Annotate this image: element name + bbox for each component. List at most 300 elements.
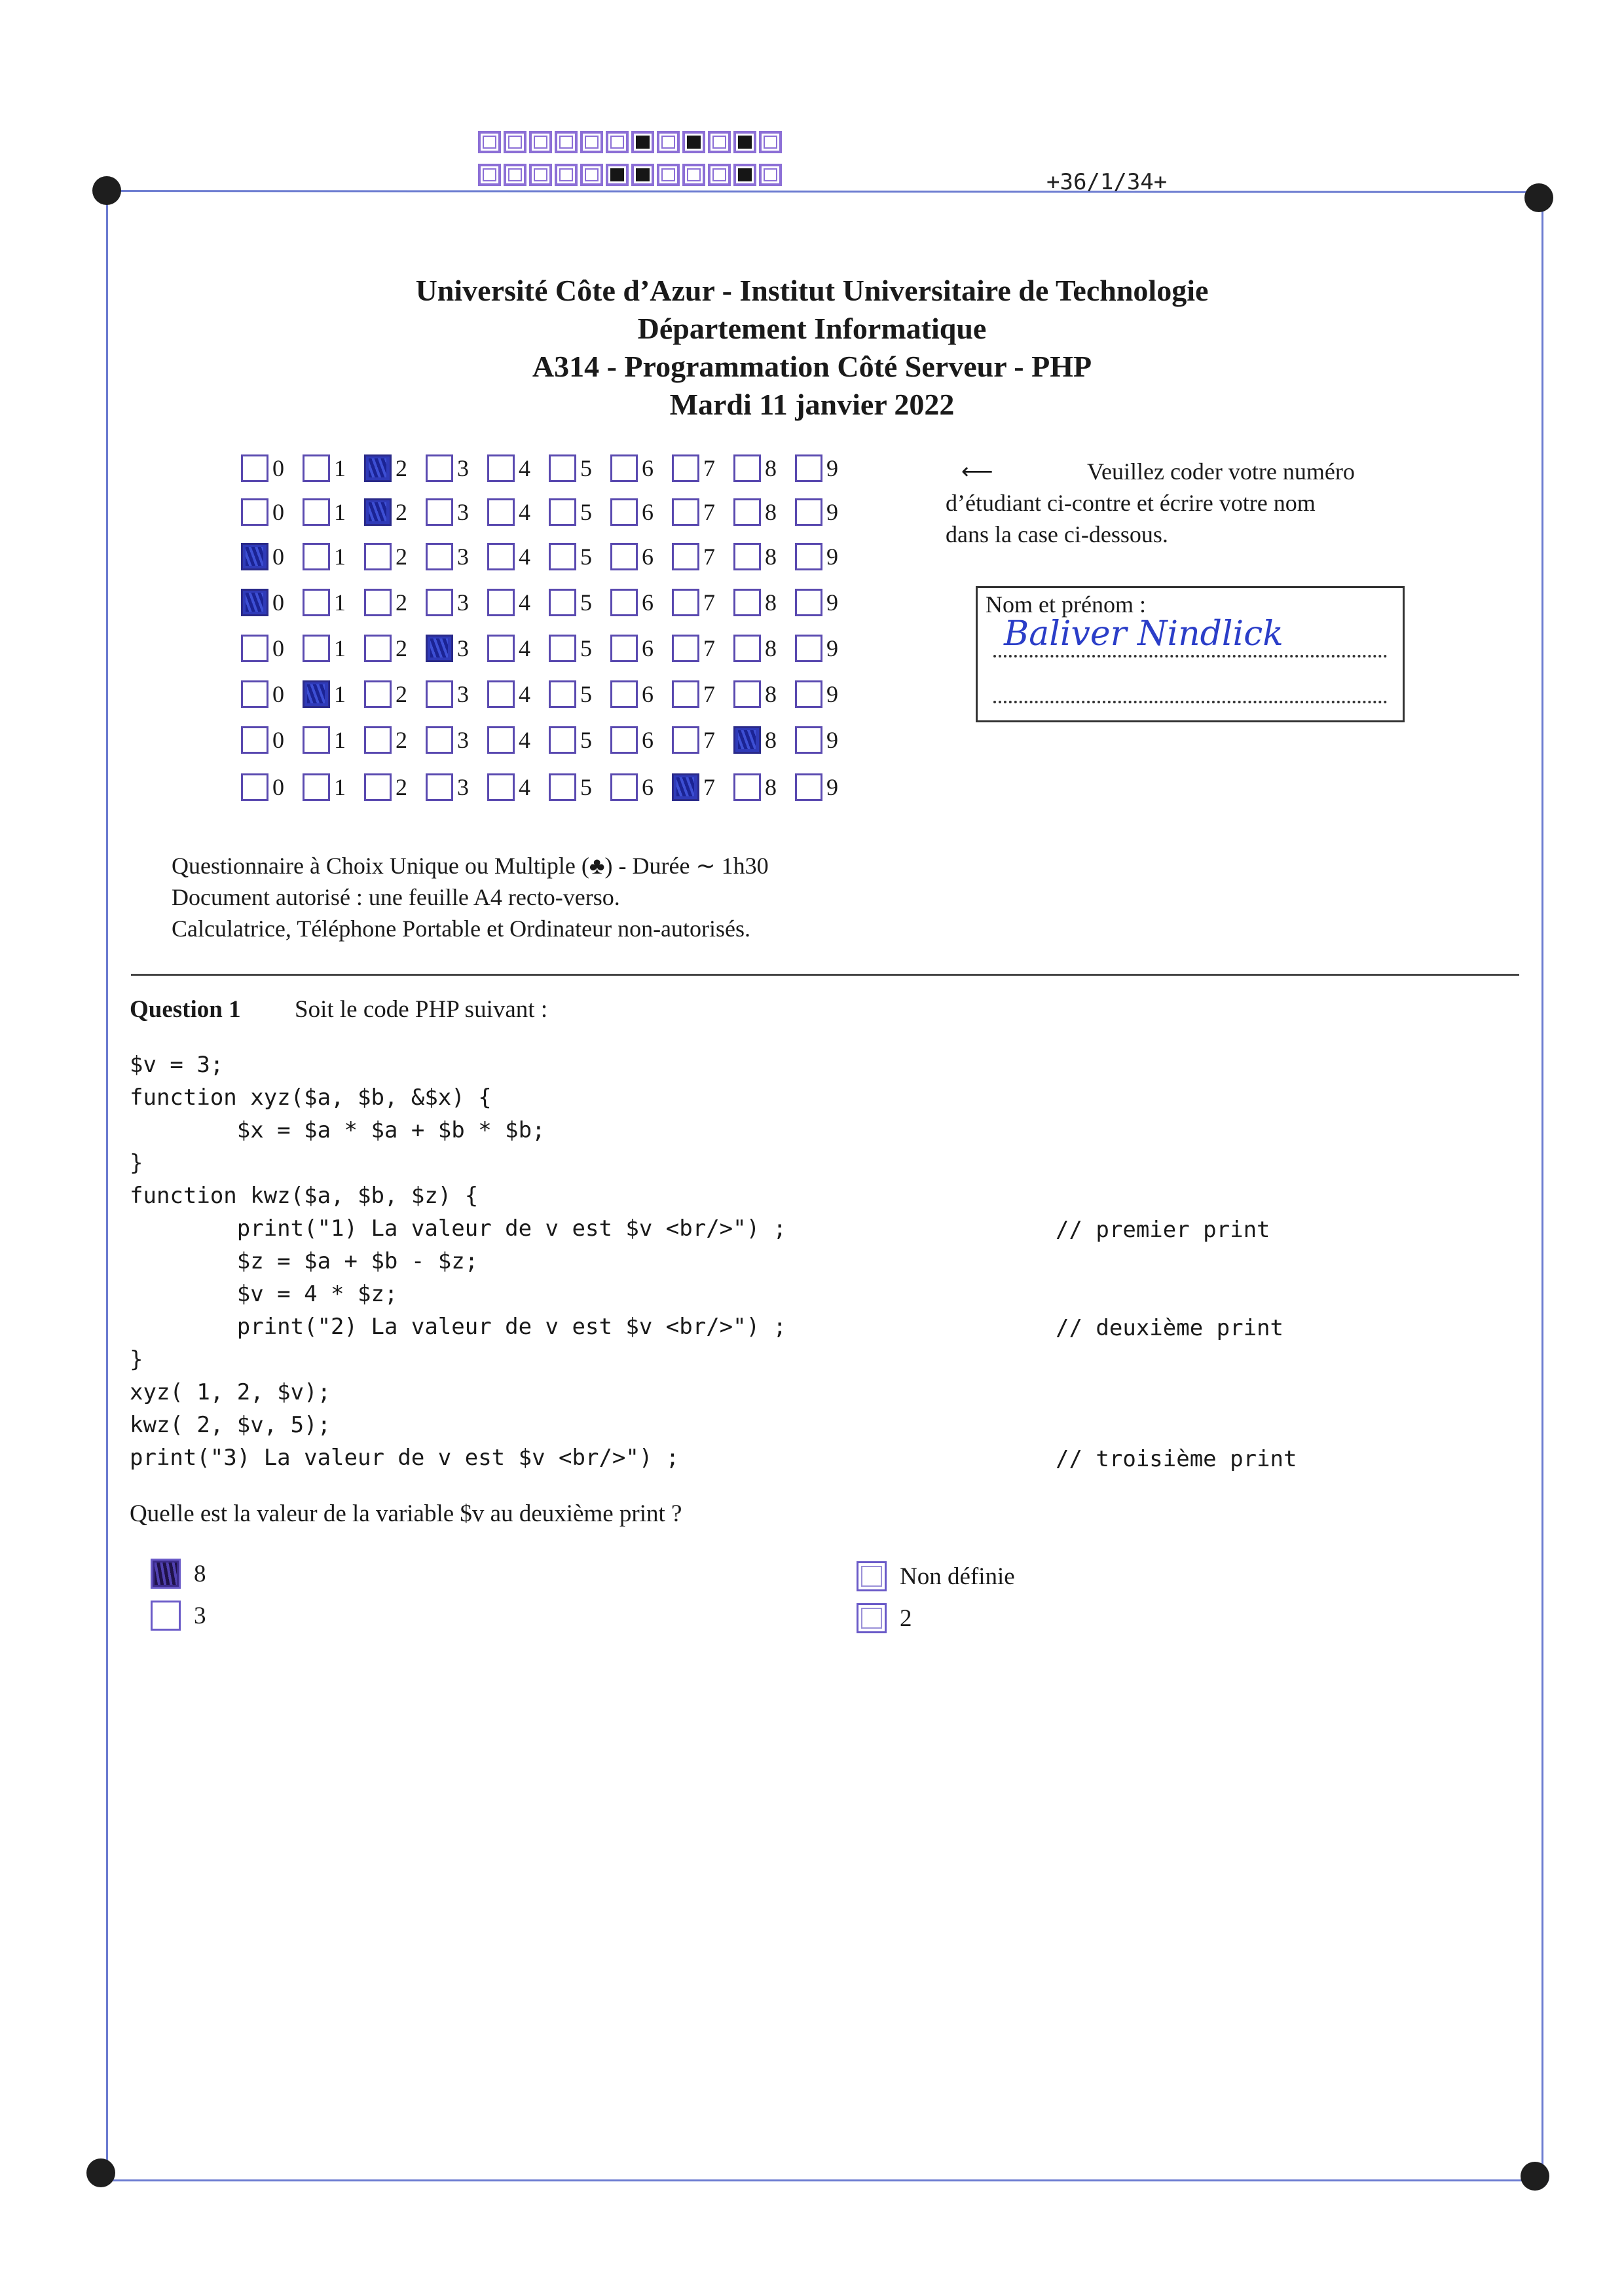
barcode-cell-inner bbox=[559, 136, 573, 149]
barcode-cell bbox=[657, 131, 680, 153]
digit-label: 9 bbox=[826, 681, 838, 707]
digit-label: 0 bbox=[272, 499, 284, 525]
digit-checkbox[interactable] bbox=[610, 589, 638, 616]
digit-checkbox[interactable] bbox=[364, 543, 392, 570]
digit-choice[interactable] bbox=[364, 635, 426, 662]
digit-checkbox[interactable] bbox=[610, 498, 638, 526]
digit-choice[interactable] bbox=[610, 589, 672, 616]
digit-checkbox[interactable] bbox=[795, 726, 822, 754]
digit-checkbox[interactable] bbox=[303, 589, 330, 616]
digit-checkbox[interactable] bbox=[549, 773, 576, 801]
digit-checkbox[interactable] bbox=[672, 726, 699, 754]
digit-label: 7 bbox=[703, 544, 715, 570]
digit-checkbox[interactable] bbox=[487, 498, 515, 526]
barcode-cell-inner bbox=[738, 168, 752, 181]
digit-choice[interactable] bbox=[610, 498, 672, 526]
digit-checkbox[interactable] bbox=[487, 454, 515, 482]
header-course: A314 - Programmation Côté Serveur - PHP bbox=[532, 350, 1092, 383]
barcode-row-1 bbox=[478, 131, 784, 153]
exam-info-duration: Questionnaire à Choix Unique ou Multiple (♣) - Durée ∼ 1h30 bbox=[172, 853, 769, 879]
digit-checkbox[interactable] bbox=[549, 454, 576, 482]
digit-checkbox[interactable] bbox=[364, 498, 392, 526]
digit-choice[interactable] bbox=[241, 680, 303, 708]
digit-checkbox[interactable] bbox=[487, 635, 515, 662]
digit-label: 0 bbox=[272, 727, 284, 753]
digit-choice[interactable] bbox=[426, 543, 487, 570]
digit-checkbox[interactable] bbox=[426, 635, 453, 662]
digit-choice[interactable] bbox=[733, 726, 795, 754]
answer-checkbox-2[interactable] bbox=[857, 1603, 887, 1633]
digit-checkbox[interactable] bbox=[795, 635, 822, 662]
digit-choice[interactable] bbox=[364, 454, 426, 482]
handwritten-name: Baliver Nindlick bbox=[1004, 614, 1283, 654]
student-number-row bbox=[241, 632, 857, 665]
digit-label: 5 bbox=[580, 774, 592, 800]
digit-checkbox[interactable] bbox=[733, 773, 761, 801]
digit-checkbox[interactable] bbox=[241, 454, 268, 482]
digit-label: 6 bbox=[642, 544, 654, 570]
digit-choice[interactable] bbox=[241, 635, 303, 662]
digit-checkbox[interactable] bbox=[672, 635, 699, 662]
digit-checkbox[interactable] bbox=[426, 543, 453, 570]
digit-choice[interactable] bbox=[733, 680, 795, 708]
digit-choice[interactable] bbox=[610, 543, 672, 570]
digit-choice[interactable] bbox=[733, 773, 795, 801]
answer-option-8[interactable] bbox=[151, 1559, 206, 1589]
digit-checkbox[interactable] bbox=[241, 773, 268, 801]
digit-choice[interactable] bbox=[549, 454, 610, 482]
digit-checkbox[interactable] bbox=[795, 454, 822, 482]
digit-choice[interactable] bbox=[610, 680, 672, 708]
digit-choice[interactable] bbox=[733, 498, 795, 526]
digit-label: 6 bbox=[642, 589, 654, 616]
digit-label: 8 bbox=[765, 774, 777, 800]
digit-checkbox[interactable] bbox=[364, 454, 392, 482]
instructions-arrow: ⟵ bbox=[961, 458, 993, 485]
digit-choice[interactable] bbox=[795, 635, 857, 662]
digit-checkbox[interactable] bbox=[487, 773, 515, 801]
code-line: $v = 3; bbox=[130, 1052, 224, 1078]
student-number-row bbox=[241, 771, 857, 804]
digit-choice[interactable] bbox=[733, 454, 795, 482]
question-intro: Soit le code PHP suivant : bbox=[295, 996, 548, 1023]
digit-checkbox[interactable] bbox=[426, 454, 453, 482]
digit-choice[interactable] bbox=[487, 454, 549, 482]
digit-checkbox[interactable] bbox=[364, 680, 392, 708]
barcode-cell bbox=[708, 164, 731, 186]
digit-choice[interactable] bbox=[426, 454, 487, 482]
digit-choice[interactable] bbox=[303, 543, 364, 570]
frame-bottom-line bbox=[101, 2179, 1549, 2181]
digit-checkbox[interactable] bbox=[733, 543, 761, 570]
digit-label: 5 bbox=[580, 589, 592, 616]
digit-checkbox[interactable] bbox=[549, 635, 576, 662]
digit-label: 1 bbox=[334, 727, 346, 753]
page-code: +36/1/34+ bbox=[1046, 169, 1168, 195]
digit-checkbox[interactable] bbox=[795, 773, 822, 801]
digit-choice[interactable] bbox=[487, 589, 549, 616]
digit-label: 2 bbox=[396, 681, 407, 707]
digit-checkbox[interactable] bbox=[241, 498, 268, 526]
student-number-row bbox=[241, 496, 857, 528]
barcode-cell-inner bbox=[661, 136, 675, 149]
barcode-cell-inner bbox=[508, 168, 522, 181]
digit-label: 2 bbox=[396, 727, 407, 753]
digit-choice[interactable] bbox=[426, 589, 487, 616]
digit-choice[interactable] bbox=[672, 635, 733, 662]
question-prompt: Quelle est la valeur de la variable $v au deuxième print ? bbox=[130, 1500, 682, 1527]
answer-label-2: 2 bbox=[900, 1604, 912, 1632]
digit-checkbox[interactable] bbox=[426, 498, 453, 526]
digit-checkbox[interactable] bbox=[672, 454, 699, 482]
digit-checkbox[interactable] bbox=[672, 543, 699, 570]
answer-option-non-definie[interactable] bbox=[857, 1561, 1015, 1591]
digit-checkbox[interactable] bbox=[303, 635, 330, 662]
digit-checkbox[interactable] bbox=[303, 680, 330, 708]
barcode-row-2 bbox=[478, 164, 784, 186]
digit-checkbox[interactable] bbox=[364, 773, 392, 801]
barcode-cell-inner bbox=[534, 168, 547, 181]
digit-choice[interactable] bbox=[610, 726, 672, 754]
digit-label: 3 bbox=[457, 681, 469, 707]
digit-choice[interactable] bbox=[610, 773, 672, 801]
digit-choice[interactable] bbox=[426, 680, 487, 708]
digit-choice[interactable] bbox=[303, 635, 364, 662]
barcode-cell-inner bbox=[508, 136, 522, 149]
digit-choice[interactable] bbox=[426, 773, 487, 801]
header-department: Département Informatique bbox=[637, 312, 987, 345]
digit-checkbox[interactable] bbox=[672, 498, 699, 526]
digit-checkbox[interactable] bbox=[672, 773, 699, 801]
name-dotted-line-2 bbox=[993, 701, 1387, 703]
digit-choice[interactable] bbox=[795, 680, 857, 708]
digit-label: 4 bbox=[519, 635, 530, 661]
code-comment-first: // premier print bbox=[1056, 1217, 1270, 1243]
digit-label: 5 bbox=[580, 727, 592, 753]
barcode-cell-inner bbox=[610, 136, 624, 149]
digit-choice[interactable] bbox=[364, 498, 426, 526]
digit-choice[interactable] bbox=[672, 680, 733, 708]
digit-choice[interactable] bbox=[303, 589, 364, 616]
digit-checkbox[interactable] bbox=[610, 773, 638, 801]
barcode-cell bbox=[504, 131, 526, 153]
digit-choice[interactable] bbox=[241, 543, 303, 570]
digit-checkbox[interactable] bbox=[733, 454, 761, 482]
digit-choice[interactable] bbox=[672, 454, 733, 482]
digit-label: 3 bbox=[457, 635, 469, 661]
digit-label: 0 bbox=[272, 544, 284, 570]
barcode-cell bbox=[682, 131, 705, 153]
digit-label: 1 bbox=[334, 681, 346, 707]
barcode-cell-inner bbox=[636, 168, 650, 181]
barcode-cell bbox=[733, 131, 756, 153]
digit-choice[interactable] bbox=[733, 543, 795, 570]
code-line: $x = $a * $a + $b * $b; bbox=[130, 1117, 545, 1143]
digit-label: 2 bbox=[396, 499, 407, 525]
digit-checkbox[interactable] bbox=[241, 543, 268, 570]
digit-choice[interactable] bbox=[426, 635, 487, 662]
digit-choice[interactable] bbox=[487, 543, 549, 570]
barcode-cell bbox=[657, 164, 680, 186]
digit-choice[interactable] bbox=[364, 680, 426, 708]
digit-label: 3 bbox=[457, 499, 469, 525]
digit-choice[interactable] bbox=[303, 454, 364, 482]
digit-checkbox[interactable] bbox=[795, 589, 822, 616]
student-number-row bbox=[241, 452, 857, 485]
digit-checkbox[interactable] bbox=[426, 589, 453, 616]
digit-choice[interactable] bbox=[487, 726, 549, 754]
digit-choice[interactable] bbox=[487, 773, 549, 801]
digit-choice[interactable] bbox=[303, 498, 364, 526]
digit-label: 4 bbox=[519, 681, 530, 707]
digit-label: 2 bbox=[396, 544, 407, 570]
barcode-cell bbox=[733, 164, 756, 186]
digit-checkbox[interactable] bbox=[303, 454, 330, 482]
digit-choice[interactable] bbox=[549, 726, 610, 754]
digit-choice[interactable] bbox=[364, 726, 426, 754]
digit-label: 9 bbox=[826, 455, 838, 481]
header-university: Université Côte d’Azur - Institut Universitaire de Technologie bbox=[415, 274, 1209, 307]
code-line: print("1) La valeur de v est $v <br/>") ; bbox=[130, 1215, 787, 1242]
digit-choice[interactable] bbox=[549, 543, 610, 570]
digit-choice[interactable] bbox=[549, 635, 610, 662]
digit-checkbox[interactable] bbox=[303, 726, 330, 754]
digit-checkbox[interactable] bbox=[549, 589, 576, 616]
name-box-label: Nom et prénom : bbox=[986, 591, 1146, 618]
digit-label: 5 bbox=[580, 544, 592, 570]
digit-label: 6 bbox=[642, 499, 654, 525]
digit-label: 8 bbox=[765, 455, 777, 481]
digit-choice[interactable] bbox=[549, 680, 610, 708]
digit-label: 6 bbox=[642, 455, 654, 481]
barcode-cell-inner bbox=[738, 136, 752, 149]
digit-label: 1 bbox=[334, 455, 346, 481]
code-line: kwz( 2, $v, 5); bbox=[130, 1412, 331, 1438]
digit-checkbox[interactable] bbox=[733, 726, 761, 754]
digit-checkbox[interactable] bbox=[426, 726, 453, 754]
digit-choice[interactable] bbox=[610, 454, 672, 482]
digit-label: 9 bbox=[826, 544, 838, 570]
digit-checkbox[interactable] bbox=[487, 589, 515, 616]
barcode-cell-inner bbox=[764, 136, 777, 149]
student-number-row bbox=[241, 586, 857, 619]
code-line: $v = 4 * $z; bbox=[130, 1281, 398, 1307]
digit-choice[interactable] bbox=[733, 589, 795, 616]
digit-choice[interactable] bbox=[549, 498, 610, 526]
digit-choice[interactable] bbox=[303, 773, 364, 801]
digit-choice[interactable] bbox=[241, 498, 303, 526]
answer-option-2[interactable] bbox=[857, 1603, 912, 1633]
digit-checkbox[interactable] bbox=[426, 680, 453, 708]
answer-checkbox-3[interactable] bbox=[151, 1601, 181, 1631]
digit-checkbox[interactable] bbox=[795, 543, 822, 570]
corner-mark-top-right bbox=[1524, 183, 1553, 212]
frame-right-line bbox=[1541, 196, 1543, 2181]
name-box[interactable] bbox=[976, 586, 1405, 722]
code-line: } bbox=[130, 1150, 143, 1176]
digit-label: 7 bbox=[703, 635, 715, 661]
code-line: print("2) La valeur de v est $v <br/>") ; bbox=[130, 1314, 787, 1340]
digit-label: 4 bbox=[519, 727, 530, 753]
digit-checkbox[interactable] bbox=[733, 589, 761, 616]
digit-checkbox[interactable] bbox=[610, 635, 638, 662]
digit-choice[interactable] bbox=[241, 773, 303, 801]
barcode-cell bbox=[631, 164, 654, 186]
digit-label: 1 bbox=[334, 635, 346, 661]
digit-label: 6 bbox=[642, 635, 654, 661]
digit-label: 4 bbox=[519, 544, 530, 570]
corner-mark-top-left bbox=[92, 176, 121, 205]
digit-label: 4 bbox=[519, 589, 530, 616]
answer-option-3[interactable] bbox=[151, 1601, 206, 1631]
barcode-cell bbox=[555, 164, 578, 186]
barcode-cell bbox=[759, 164, 782, 186]
digit-checkbox[interactable] bbox=[733, 498, 761, 526]
digit-checkbox[interactable] bbox=[549, 680, 576, 708]
barcode-cell bbox=[682, 164, 705, 186]
digit-choice[interactable] bbox=[303, 680, 364, 708]
instructions-line-3: dans la case ci-dessous. bbox=[946, 521, 1168, 547]
answer-checkbox-8[interactable] bbox=[151, 1559, 181, 1589]
digit-label: 8 bbox=[765, 681, 777, 707]
digit-checkbox[interactable] bbox=[241, 680, 268, 708]
digit-checkbox[interactable] bbox=[364, 589, 392, 616]
separator-rule bbox=[131, 974, 1519, 976]
digit-label: 3 bbox=[457, 774, 469, 800]
digit-checkbox[interactable] bbox=[364, 635, 392, 662]
digit-choice[interactable] bbox=[426, 498, 487, 526]
digit-label: 9 bbox=[826, 589, 838, 616]
digit-choice[interactable] bbox=[795, 454, 857, 482]
barcode-cell bbox=[478, 131, 501, 153]
digit-checkbox[interactable] bbox=[241, 726, 268, 754]
barcode-cell bbox=[606, 131, 629, 153]
barcode-cell-inner bbox=[636, 136, 650, 149]
barcode-cell bbox=[708, 131, 731, 153]
digit-choice[interactable] bbox=[364, 543, 426, 570]
digit-choice[interactable] bbox=[241, 589, 303, 616]
answer-label-8: 8 bbox=[194, 1560, 206, 1587]
digit-label: 1 bbox=[334, 774, 346, 800]
instructions-line-1: Veuillez coder votre numéro bbox=[1087, 458, 1355, 485]
barcode-cell-inner bbox=[610, 168, 624, 181]
digit-label: 6 bbox=[642, 681, 654, 707]
digit-label: 1 bbox=[334, 544, 346, 570]
digit-checkbox[interactable] bbox=[795, 680, 822, 708]
digit-choice[interactable] bbox=[364, 589, 426, 616]
digit-choice[interactable] bbox=[672, 543, 733, 570]
digit-choice[interactable] bbox=[672, 773, 733, 801]
digit-choice[interactable] bbox=[487, 635, 549, 662]
digit-checkbox[interactable] bbox=[610, 680, 638, 708]
frame-left-line bbox=[106, 191, 108, 2182]
digit-checkbox[interactable] bbox=[487, 543, 515, 570]
digit-label: 9 bbox=[826, 774, 838, 800]
digit-checkbox[interactable] bbox=[241, 635, 268, 662]
digit-checkbox[interactable] bbox=[733, 680, 761, 708]
student-number-row bbox=[241, 678, 857, 711]
digit-checkbox[interactable] bbox=[303, 498, 330, 526]
digit-checkbox[interactable] bbox=[364, 726, 392, 754]
exam-info-devices: Calculatrice, Téléphone Portable et Ordinateur non-autorisés. bbox=[172, 916, 751, 942]
digit-checkbox[interactable] bbox=[426, 773, 453, 801]
digit-label: 8 bbox=[765, 499, 777, 525]
digit-choice[interactable] bbox=[303, 726, 364, 754]
digit-choice[interactable] bbox=[549, 589, 610, 616]
barcode-cell-inner bbox=[764, 168, 777, 181]
digit-checkbox[interactable] bbox=[610, 543, 638, 570]
digit-checkbox[interactable] bbox=[487, 680, 515, 708]
digit-choice[interactable] bbox=[426, 726, 487, 754]
digit-choice[interactable] bbox=[672, 498, 733, 526]
digit-choice[interactable] bbox=[487, 680, 549, 708]
digit-label: 2 bbox=[396, 774, 407, 800]
frame-top-line bbox=[108, 190, 1549, 193]
name-dotted-line-1 bbox=[993, 655, 1387, 657]
digit-choice[interactable] bbox=[795, 773, 857, 801]
digit-choice[interactable] bbox=[795, 726, 857, 754]
digit-label: 7 bbox=[703, 681, 715, 707]
code-comment-third: // troisième print bbox=[1056, 1446, 1297, 1472]
digit-checkbox[interactable] bbox=[672, 589, 699, 616]
digit-choice[interactable] bbox=[241, 454, 303, 482]
code-line: print("3) La valeur de v est $v <br/>") ; bbox=[130, 1445, 680, 1471]
digit-label: 2 bbox=[396, 455, 407, 481]
digit-choice[interactable] bbox=[795, 589, 857, 616]
exam-info-document: Document autorisé : une feuille A4 recto-verso. bbox=[172, 884, 620, 910]
barcode-cell-inner bbox=[534, 136, 547, 149]
digit-label: 9 bbox=[826, 727, 838, 753]
digit-choice[interactable] bbox=[795, 543, 857, 570]
digit-choice[interactable] bbox=[487, 498, 549, 526]
digit-choice[interactable] bbox=[610, 635, 672, 662]
digit-choice[interactable] bbox=[549, 773, 610, 801]
digit-label: 7 bbox=[703, 727, 715, 753]
digit-label: 2 bbox=[396, 589, 407, 616]
digit-checkbox[interactable] bbox=[733, 635, 761, 662]
digit-checkbox[interactable] bbox=[241, 589, 268, 616]
digit-checkbox[interactable] bbox=[303, 543, 330, 570]
answer-label-non-definie: Non définie bbox=[900, 1563, 1015, 1590]
question-number: Question 1 bbox=[130, 996, 241, 1023]
digit-choice[interactable] bbox=[795, 498, 857, 526]
digit-choice[interactable] bbox=[672, 589, 733, 616]
digit-checkbox[interactable] bbox=[487, 726, 515, 754]
digit-checkbox[interactable] bbox=[549, 498, 576, 526]
digit-choice[interactable] bbox=[241, 726, 303, 754]
digit-checkbox[interactable] bbox=[549, 726, 576, 754]
digit-choice[interactable] bbox=[364, 773, 426, 801]
digit-checkbox[interactable] bbox=[795, 498, 822, 526]
student-number-row bbox=[241, 724, 857, 756]
digit-checkbox[interactable] bbox=[303, 773, 330, 801]
barcode-cell bbox=[580, 164, 603, 186]
digit-checkbox[interactable] bbox=[610, 454, 638, 482]
digit-label: 7 bbox=[703, 455, 715, 481]
digit-label: 1 bbox=[334, 499, 346, 525]
digit-choice[interactable] bbox=[733, 635, 795, 662]
answer-checkbox-non-definie[interactable] bbox=[857, 1561, 887, 1591]
digit-checkbox[interactable] bbox=[610, 726, 638, 754]
digit-checkbox[interactable] bbox=[549, 543, 576, 570]
code-line: function kwz($a, $b, $z) { bbox=[130, 1183, 479, 1209]
digit-checkbox[interactable] bbox=[672, 680, 699, 708]
barcode-cell bbox=[606, 164, 629, 186]
digit-label: 0 bbox=[272, 774, 284, 800]
digit-label: 3 bbox=[457, 455, 469, 481]
digit-choice[interactable] bbox=[672, 726, 733, 754]
code-line: } bbox=[130, 1346, 143, 1373]
